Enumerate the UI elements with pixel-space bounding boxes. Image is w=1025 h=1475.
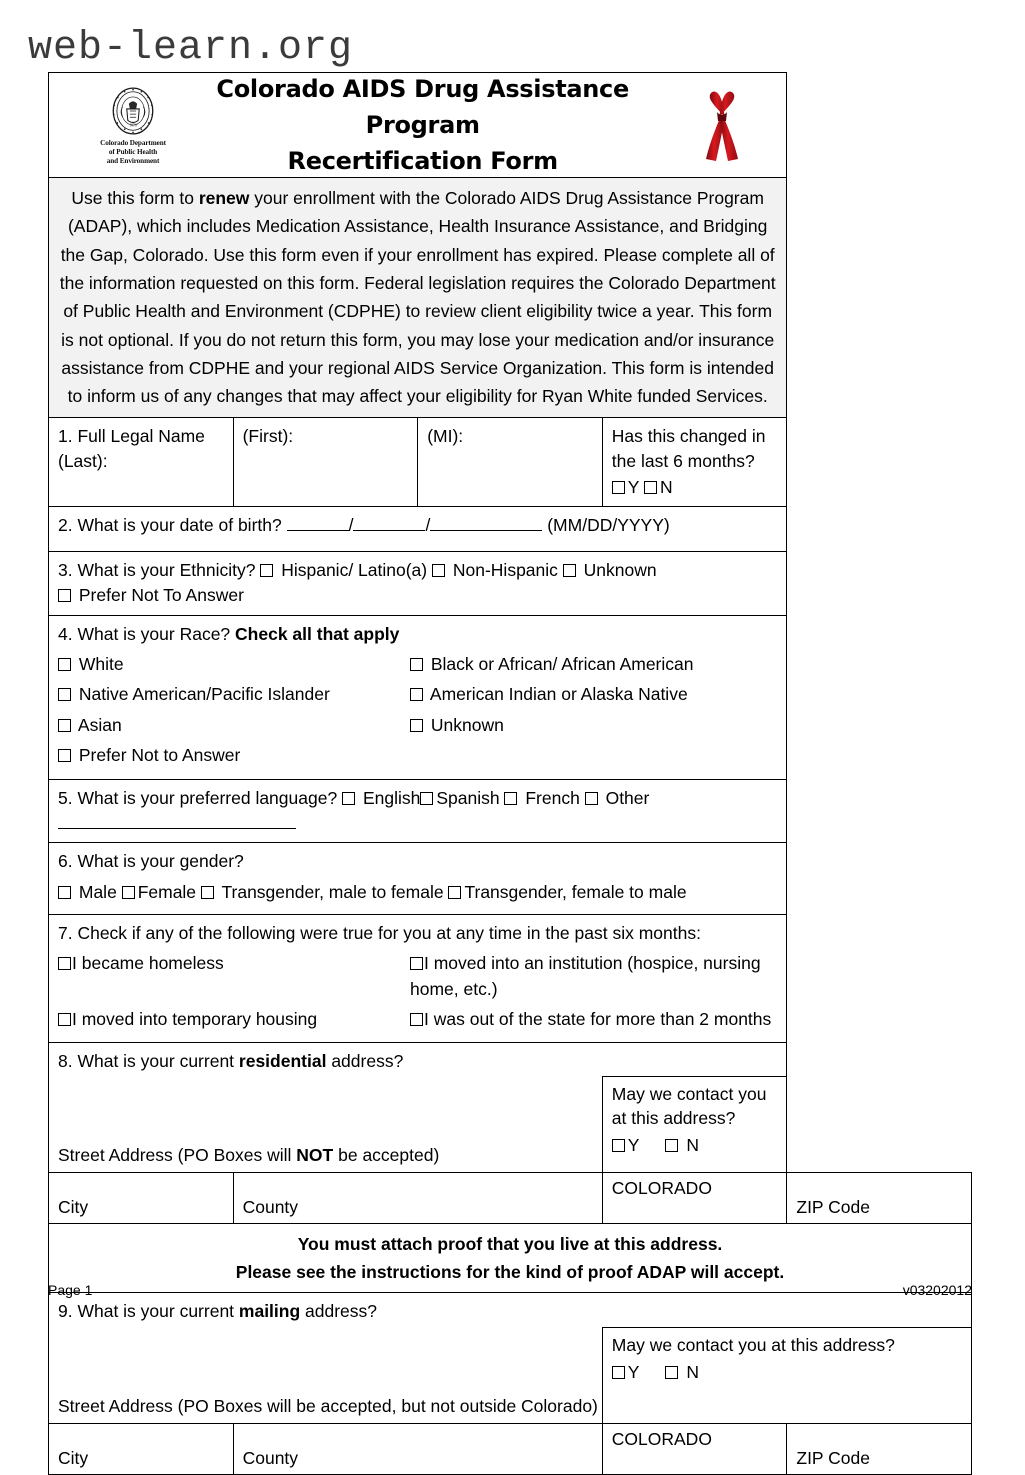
- q9-contact-yes-checkbox[interactable]: [612, 1366, 625, 1379]
- q1-changed-no-label: N: [660, 476, 673, 497]
- q9-mailing-label-cell: [49, 1293, 972, 1327]
- q9-contact-yes-label: Y: [627, 1362, 640, 1383]
- q3-option-non-hispanic-checkbox[interactable]: [432, 564, 445, 577]
- q7-option-temp-housing-checkbox[interactable]: [58, 1013, 71, 1026]
- question-9-city-row: [49, 1424, 972, 1475]
- q4-option-american-indian[interactable]: [410, 682, 777, 707]
- q3-option-prefer-not-checkbox[interactable]: [58, 589, 71, 602]
- q4-option-black[interactable]: [410, 652, 777, 677]
- q1-changed-yes-label: Y: [627, 476, 640, 497]
- q9-street-address-label: Street Address (PO Boxes will be accepted, but not outside Colorado): [58, 1395, 598, 1416]
- q8-street-post: be accepted): [333, 1144, 440, 1165]
- q7-option-institution-label: I moved into an institution (hospice, nursing home, etc.): [410, 953, 761, 999]
- q8-county-label: County: [242, 1196, 299, 1217]
- q4-race-label-text: 4. What is your Race?: [58, 623, 231, 644]
- q3-option-unknown-checkbox[interactable]: [563, 564, 576, 577]
- q5-option-english-checkbox[interactable]: [342, 792, 355, 805]
- question-8-header-row: [49, 1042, 972, 1076]
- intro-paragraph: [58, 184, 777, 411]
- q4-option-prefer-not-checkbox[interactable]: [58, 749, 71, 762]
- svg-text:1876: 1876: [129, 123, 137, 128]
- q7-option-temp-housing-label: I moved into temporary housing: [72, 1009, 318, 1030]
- q9-contact-no-label: N: [686, 1362, 699, 1383]
- q8-state-value: COLORADO: [611, 1178, 712, 1199]
- agency-logo-caption: [78, 139, 188, 166]
- form-title-line-2: Recertification Form: [287, 147, 558, 175]
- q7-option-out-of-state[interactable]: [410, 1007, 777, 1032]
- q3-ethnicity-line: [58, 558, 777, 609]
- q9-contact-question: May we contact you at this address?: [611, 1334, 895, 1355]
- q8-label-pre: 8. What is your current: [58, 1050, 239, 1071]
- aids-ribbon-icon: [667, 88, 777, 162]
- question-2-row: [49, 506, 972, 551]
- q4-option-american-indian-label: American Indian or Alaska Native: [429, 684, 688, 705]
- intro-part-2: your enrollment with the Colorado AIDS Drug Assistance Program (ADAP), which includes Medication Assistance, Health Insurance Assistance, and Bridging the Gap, Colorado. Use this form even if your enrollment has expired. Please complete all of the information requested on this form. Federal legislation requires the Colorado Department of Public Health and Environment (CDPHE) to review client eligibility twice a year. This form is not optional. If you do not return this form, you may lose your medication and/or insurance assistance from CDPHE and your regional AIDS Service Organization. This form is intended to inform us of any changes that may affect your eligibility for Ryan White funded Services.: [59, 188, 776, 407]
- form-table: [48, 72, 972, 1475]
- q4-option-american-indian-checkbox[interactable]: [410, 688, 423, 701]
- q5-option-spanish-label: Spanish: [436, 787, 500, 808]
- q4-race-label: [58, 622, 777, 647]
- q7-life-events-cell: [49, 915, 787, 1043]
- q4-race-cell: [49, 615, 787, 779]
- footer-version: v03202012: [902, 1282, 972, 1298]
- q1-first-name-label: (First):: [242, 425, 294, 446]
- q4-option-black-label: Black or African/ African American: [430, 654, 694, 674]
- q4-options-row-4-spacer: [410, 743, 777, 768]
- q7-option-homeless-label: I became homeless: [72, 953, 224, 974]
- q4-option-white-label: White: [78, 654, 124, 674]
- q5-option-other-checkbox[interactable]: [585, 792, 598, 805]
- q8-street-pre: Street Address (PO Boxes will: [58, 1144, 297, 1165]
- q4-option-asian[interactable]: [58, 713, 410, 738]
- q3-ethnicity-cell: [49, 551, 787, 615]
- question-8-city-row: [49, 1173, 972, 1224]
- q4-option-asian-checkbox[interactable]: [58, 719, 71, 732]
- q9-zip-label: ZIP Code: [796, 1447, 870, 1468]
- q1-changed-question: Has this changed in the last 6 months?: [611, 425, 766, 472]
- q7-option-out-of-state-checkbox[interactable]: [410, 1013, 423, 1026]
- q9-county-label: County: [242, 1447, 299, 1468]
- q5-language-line: [58, 786, 777, 837]
- q5-option-spanish-checkbox[interactable]: [420, 792, 433, 805]
- q4-options-row-4: [58, 743, 777, 768]
- attach-proof-line-2: Please see the instructions for the kind of proof ADAP will accept.: [235, 1262, 785, 1283]
- form-title-line-1: Colorado AIDS Drug Assistance Program: [216, 75, 629, 139]
- question-9-header-row: [49, 1293, 972, 1327]
- q4-option-black-checkbox[interactable]: [410, 658, 423, 671]
- q4-option-unknown-checkbox[interactable]: [410, 719, 423, 732]
- q6-option-trans-mtf-checkbox[interactable]: [201, 886, 214, 899]
- q5-option-other-label: Other: [605, 787, 650, 808]
- q8-city-cell[interactable]: [49, 1173, 234, 1224]
- header-cell: [49, 73, 787, 178]
- q1-last-name-label: 1. Full Legal Name (Last):: [58, 425, 205, 472]
- question-3-row: [49, 551, 972, 615]
- form-title: [198, 71, 667, 179]
- q9-city-label: City: [58, 1447, 89, 1468]
- q9-contact-options: [612, 1361, 962, 1385]
- q8-contact-yes-checkbox[interactable]: [612, 1139, 625, 1152]
- site-watermark: web-learn.org: [28, 26, 354, 71]
- q4-option-white[interactable]: [58, 652, 410, 677]
- q9-state-cell: [602, 1424, 787, 1475]
- q5-language-label: 5. What is your preferred language?: [58, 787, 338, 808]
- q4-option-asian-label: Asian: [77, 714, 122, 735]
- q6-option-male-label: Male: [78, 881, 117, 902]
- question-5-row: [49, 779, 972, 843]
- q8-contact-yes-label: Y: [627, 1135, 640, 1156]
- q8-street-address-cell[interactable]: [49, 1076, 603, 1173]
- q9-state-value: COLORADO: [611, 1429, 712, 1450]
- q7-option-homeless[interactable]: [58, 951, 410, 1002]
- q4-option-prefer-not[interactable]: [58, 743, 410, 768]
- q8-residential-label: [58, 1049, 777, 1074]
- q7-option-institution-checkbox[interactable]: [410, 957, 423, 970]
- header-row: [49, 73, 972, 178]
- q2-slash-2: /: [425, 514, 431, 535]
- q9-contact-cell: [602, 1327, 971, 1424]
- q3-option-prefer-not-label: Prefer Not To Answer: [78, 585, 244, 606]
- intro-bold-renew: renew: [198, 188, 250, 208]
- q2-day-input[interactable]: [353, 515, 425, 531]
- q1-changed-yes-checkbox[interactable]: [612, 481, 625, 494]
- q1-last-name-cell[interactable]: [49, 417, 234, 506]
- q1-changed-no-checkbox[interactable]: [644, 481, 657, 494]
- q8-residential-label-cell: [49, 1042, 787, 1076]
- q7-options-row-2: [58, 1007, 777, 1032]
- q3-ethnicity-label: 3. What is your Ethnicity?: [58, 559, 256, 580]
- q8-street-address-label: [58, 1144, 439, 1168]
- q4-option-native-pacific[interactable]: [58, 682, 410, 707]
- q4-options-row-1: [58, 652, 777, 677]
- q9-label-pre: 9. What is your current: [58, 1301, 239, 1322]
- q8-state-cell: [602, 1173, 787, 1224]
- q2-month-input[interactable]: [287, 515, 349, 531]
- q6-gender-options: [58, 880, 777, 905]
- q8-contact-options: [612, 1134, 778, 1158]
- q9-contact-no-checkbox[interactable]: [665, 1366, 678, 1379]
- intro-cell: [49, 178, 787, 418]
- question-8-street-row: [49, 1076, 972, 1173]
- q2-dob-line: [58, 513, 777, 538]
- colorado-state-seal-icon: [107, 85, 159, 137]
- form-page: [48, 72, 972, 1475]
- q4-option-unknown-label: Unknown: [430, 714, 504, 735]
- q8-contact-cell: [602, 1076, 787, 1173]
- question-7-row: [49, 915, 972, 1043]
- q9-city-cell[interactable]: [49, 1424, 234, 1475]
- q4-race-label-bold: Check all that apply: [235, 623, 400, 644]
- question-4-row: [49, 615, 972, 779]
- q8-label-post: address?: [326, 1050, 404, 1071]
- q5-option-french-label: French: [525, 787, 580, 808]
- q1-middle-initial-cell[interactable]: [418, 417, 603, 506]
- q9-county-cell[interactable]: [233, 1424, 602, 1475]
- q3-option-non-hispanic-label: Non-Hispanic: [452, 559, 558, 580]
- q3-option-hispanic-label: Hispanic/ Latino(a): [281, 559, 428, 580]
- page-footer: [48, 1282, 972, 1298]
- q2-dob-label: 2. What is your date of birth?: [58, 514, 282, 535]
- q4-option-unknown[interactable]: [410, 713, 777, 738]
- q4-option-native-pacific-label: Native American/Pacific Islander: [78, 684, 330, 705]
- q6-option-male-checkbox[interactable]: [58, 886, 71, 899]
- q5-other-language-input[interactable]: [58, 813, 296, 829]
- q9-zip-cell[interactable]: [787, 1424, 972, 1475]
- agency-caption-line-3: and Environment: [106, 156, 160, 165]
- question-9-street-row: [49, 1327, 972, 1424]
- intro-row: [49, 178, 972, 418]
- q9-street-address-cell[interactable]: [49, 1327, 603, 1424]
- q4-option-white-checkbox[interactable]: [58, 658, 71, 671]
- q8-contact-no-label: N: [686, 1135, 699, 1156]
- q6-gender-cell: [49, 843, 787, 915]
- intro-part-1: Use this form to: [71, 188, 199, 208]
- question-6-row: [49, 843, 972, 915]
- q8-zip-label: ZIP Code: [796, 1196, 870, 1217]
- q5-language-cell: [49, 779, 787, 843]
- q5-option-french-checkbox[interactable]: [504, 792, 517, 805]
- q8-contact-question: May we contact you at this address?: [611, 1083, 767, 1128]
- q4-option-prefer-not-label: Prefer Not to Answer: [78, 745, 241, 766]
- q1-changed-options: [612, 475, 778, 500]
- q2-slash-1: /: [348, 514, 354, 535]
- attach-proof-line-1: You must attach proof that you live at this address.: [297, 1234, 723, 1255]
- q7-option-institution[interactable]: [410, 951, 777, 1002]
- q8-city-label: City: [58, 1196, 89, 1217]
- q3-option-unknown-label: Unknown: [583, 559, 657, 580]
- q6-gender-label: 6. What is your gender?: [58, 851, 244, 872]
- agency-caption-line-1: Colorado Department: [100, 138, 166, 147]
- agency-caption-line-2: of Public Health: [108, 147, 158, 156]
- q5-option-english-label: English: [362, 787, 421, 808]
- q7-option-homeless-checkbox[interactable]: [58, 957, 71, 970]
- q9-mailing-label: [58, 1299, 962, 1324]
- q8-zip-cell[interactable]: [787, 1173, 972, 1224]
- agency-logo: [58, 85, 198, 166]
- q7-life-events-label: 7. Check if any of the following were true for you at any time in the past six months:: [58, 923, 701, 943]
- footer-page-number: Page 1: [48, 1282, 93, 1298]
- q1-first-name-cell[interactable]: [233, 417, 418, 506]
- q6-option-female-checkbox[interactable]: [122, 886, 135, 899]
- q8-street-bold-not: NOT: [296, 1144, 334, 1165]
- q9-label-post: address?: [300, 1301, 378, 1322]
- q6-option-trans-ftm-checkbox[interactable]: [448, 886, 461, 899]
- q2-format-hint: (MM/DD/YYYY): [547, 514, 670, 535]
- q6-option-female-label: Female: [137, 881, 197, 902]
- q6-option-trans-mtf-label: Transgender, male to female: [221, 881, 444, 902]
- q3-option-hispanic-checkbox[interactable]: [260, 564, 273, 577]
- q9-label-bold: mailing: [238, 1301, 301, 1322]
- q6-option-trans-ftm-label: Transgender, female to male: [464, 881, 687, 902]
- q8-county-cell[interactable]: [233, 1173, 602, 1224]
- question-1-row: [49, 417, 972, 506]
- q1-middle-initial-label: (MI):: [427, 425, 464, 446]
- q4-option-native-pacific-checkbox[interactable]: [58, 688, 71, 701]
- q7-option-temp-housing[interactable]: [58, 1007, 410, 1032]
- q4-options-row-2: [58, 682, 777, 707]
- q1-changed-cell: [602, 417, 787, 506]
- q8-contact-no-checkbox[interactable]: [665, 1139, 678, 1152]
- q7-option-out-of-state-label: I was out of the state for more than 2 months: [424, 1009, 772, 1030]
- q7-options-row-1: [58, 951, 777, 1002]
- q2-year-input[interactable]: [430, 515, 542, 531]
- q4-options-row-3: [58, 713, 777, 738]
- q8-label-bold: residential: [238, 1050, 327, 1071]
- q2-dob-cell: [49, 506, 787, 551]
